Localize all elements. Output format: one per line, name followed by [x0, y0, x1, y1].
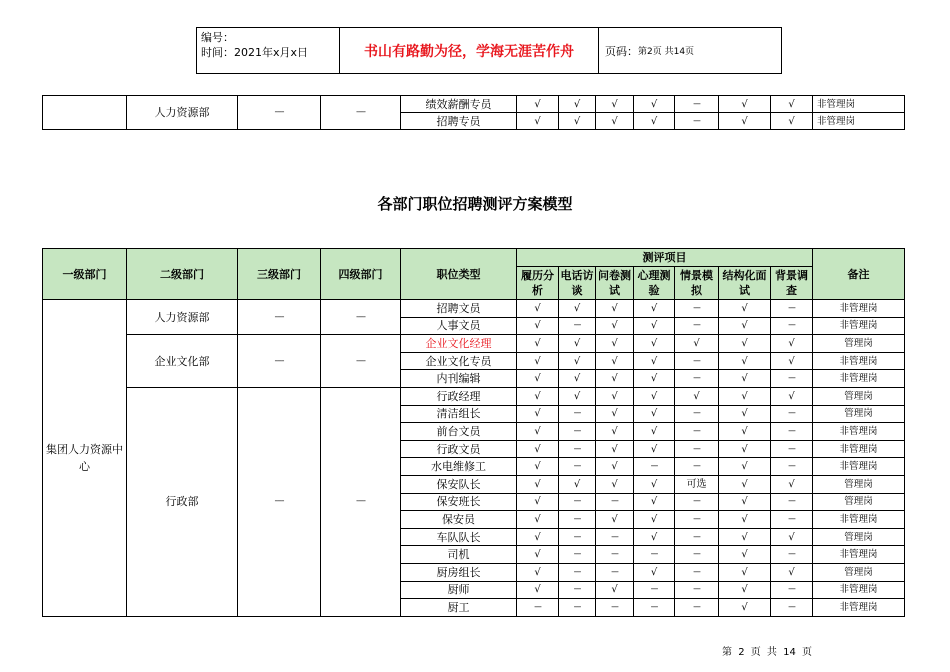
eval-cell: √	[719, 352, 771, 370]
eval-cell: √	[596, 370, 634, 388]
eval-cell: √	[634, 475, 675, 493]
eval-cell: ---	[675, 405, 719, 423]
eval-cell: √	[596, 581, 634, 599]
eval-cell: ---	[771, 511, 813, 529]
eval-cell: √	[517, 300, 559, 318]
header-lvl4: 四级部门	[321, 249, 401, 300]
table-row	[43, 387, 905, 405]
eval-cell: √	[719, 387, 771, 405]
eval-cell: ---	[675, 440, 719, 458]
eval-cell: √	[634, 96, 675, 113]
eval-cell: √	[634, 300, 675, 318]
eval-cell: ---	[675, 528, 719, 546]
eval-cell: ---	[559, 440, 596, 458]
note-cell: 管理岗	[813, 335, 905, 353]
note-cell: 非管理岗	[813, 370, 905, 388]
lvl1-cell: 集团人力资源中心	[43, 300, 127, 617]
eval-cell: ---	[559, 546, 596, 564]
note-cell: 非管理岗	[813, 599, 905, 617]
position-cell: 保安队长	[401, 475, 517, 493]
eval-cell: √	[517, 96, 559, 113]
eval-cell: √	[634, 317, 675, 335]
eval-cell: ---	[559, 493, 596, 511]
eval-cell: √	[719, 300, 771, 318]
eval-cell: √	[559, 475, 596, 493]
header-eval-4: 情景模拟	[675, 267, 719, 300]
eval-cell: √	[719, 511, 771, 529]
eval-cell: ---	[559, 581, 596, 599]
eval-cell: ---	[675, 423, 719, 441]
lvl4-cell: ----	[321, 387, 401, 616]
eval-cell: √	[634, 440, 675, 458]
eval-cell: ---	[675, 493, 719, 511]
eval-cell: √	[719, 335, 771, 353]
position-cell: 行政文员	[401, 440, 517, 458]
eval-cell: √	[559, 352, 596, 370]
eval-cell: √	[634, 335, 675, 353]
eval-cell: √	[719, 458, 771, 476]
motto: 书山有路勤为径，学海无涯苦作舟	[340, 28, 599, 73]
eval-cell: ---	[596, 546, 634, 564]
eval-cell: ---	[596, 528, 634, 546]
time-label: 时间：2021年x月x日	[201, 46, 309, 59]
eval-cell: ---	[675, 563, 719, 581]
eval-cell: ---	[771, 423, 813, 441]
position-cell: 行政经理	[401, 387, 517, 405]
eval-cell: √	[634, 423, 675, 441]
eval-cell: √	[517, 317, 559, 335]
eval-cell: √	[719, 599, 771, 617]
note-cell: 非管理岗	[813, 581, 905, 599]
eval-cell: √	[771, 528, 813, 546]
position-cell: 厨房组长	[401, 563, 517, 581]
eval-cell: ---	[675, 511, 719, 529]
note-cell: 非管理岗	[813, 458, 905, 476]
eval-cell: ---	[771, 599, 813, 617]
eval-cell: ---	[675, 317, 719, 335]
eval-cell: √	[596, 458, 634, 476]
eval-cell: √	[517, 423, 559, 441]
eval-cell: √	[517, 352, 559, 370]
lvl4-cell: ----	[321, 300, 401, 335]
eval-cell: ---	[596, 599, 634, 617]
eval-cell: √	[517, 563, 559, 581]
header-lvl2: 二级部门	[127, 249, 238, 300]
note-cell: 非管理岗	[813, 352, 905, 370]
eval-cell: ---	[517, 599, 559, 617]
position-cell: 人事文员	[401, 317, 517, 335]
lvl2-cell: 人力资源部	[127, 300, 238, 335]
eval-cell: √	[596, 387, 634, 405]
eval-cell: ---	[559, 563, 596, 581]
header-eval-3: 心理测验	[634, 267, 675, 300]
eval-cell: ---	[596, 563, 634, 581]
header-eval-1: 电话访谈	[559, 267, 596, 300]
eval-cell: ---	[634, 546, 675, 564]
note-cell: 非管理岗	[813, 423, 905, 441]
recruitment-evaluation-table	[42, 248, 905, 617]
note-cell: 管理岗	[813, 405, 905, 423]
eval-cell: √	[559, 335, 596, 353]
eval-cell: ---	[675, 458, 719, 476]
eval-cell: √	[559, 96, 596, 113]
eval-cell: ---	[559, 511, 596, 529]
page-indicator	[599, 28, 781, 73]
position-cell: 绩效薪酬专员	[401, 96, 517, 113]
position-cell: 保安员	[401, 511, 517, 529]
eval-cell: √	[596, 475, 634, 493]
eval-cell: √	[559, 113, 596, 130]
eval-cell: √	[517, 405, 559, 423]
eval-cell: ---	[559, 599, 596, 617]
eval-cell: √	[634, 405, 675, 423]
note-cell: 非管理岗	[813, 440, 905, 458]
eval-cell: √	[517, 335, 559, 353]
eval-cell: ---	[675, 599, 719, 617]
page-label: 页码：	[605, 44, 638, 58]
eval-cell: ---	[771, 440, 813, 458]
eval-cell: √	[559, 370, 596, 388]
eval-cell: √	[596, 352, 634, 370]
eval-cell: √	[517, 511, 559, 529]
lvl4-cell: ----	[321, 335, 401, 388]
eval-cell: ---	[675, 113, 719, 130]
eval-cell: ---	[771, 546, 813, 564]
serial-label: 编号：	[201, 31, 234, 44]
header-note: 备注	[813, 249, 905, 300]
eval-cell: √	[634, 528, 675, 546]
eval-cell: √	[517, 440, 559, 458]
eval-cell: √	[634, 352, 675, 370]
position-cell: 司机	[401, 546, 517, 564]
note-cell: 非管理岗	[813, 317, 905, 335]
lvl3-cell: ----	[238, 335, 321, 388]
eval-cell: √	[517, 113, 559, 130]
eval-cell: ---	[634, 458, 675, 476]
eval-cell: ---	[675, 581, 719, 599]
eval-cell: √	[719, 113, 771, 130]
eval-cell: √	[771, 335, 813, 353]
eval-cell: √	[771, 387, 813, 405]
position-cell: 前台文员	[401, 423, 517, 441]
position-cell: 车队队长	[401, 528, 517, 546]
eval-cell: ---	[675, 96, 719, 113]
eval-cell: ---	[559, 317, 596, 335]
eval-cell: √	[517, 493, 559, 511]
eval-cell: √	[517, 475, 559, 493]
eval-cell: √	[596, 96, 634, 113]
eval-cell: √	[596, 335, 634, 353]
eval-cell: ---	[596, 493, 634, 511]
eval-cell: ---	[559, 528, 596, 546]
eval-cell: √	[596, 440, 634, 458]
table-row	[43, 335, 905, 353]
eval-cell: √	[517, 458, 559, 476]
eval-cell: ---	[675, 352, 719, 370]
eval-cell: ---	[771, 317, 813, 335]
eval-cell: √	[634, 113, 675, 130]
position-cell: 厨工	[401, 599, 517, 617]
note-cell: 管理岗	[813, 387, 905, 405]
eval-cell: √	[634, 563, 675, 581]
document-header	[196, 27, 782, 74]
header-eval-5: 结构化面试	[719, 267, 771, 300]
note-cell: 管理岗	[813, 528, 905, 546]
header-lvl3: 三级部门	[238, 249, 321, 300]
eval-cell: √	[596, 405, 634, 423]
eval-cell: ---	[634, 581, 675, 599]
note-cell: 非管理岗	[813, 300, 905, 318]
eval-cell: √	[559, 387, 596, 405]
position-cell: 内刊编辑	[401, 370, 517, 388]
header-meta	[197, 28, 340, 73]
eval-cell: √	[596, 113, 634, 130]
table-row	[43, 300, 905, 318]
eval-cell: √	[719, 493, 771, 511]
eval-cell: √	[771, 475, 813, 493]
header-eval-2: 问卷测试	[596, 267, 634, 300]
note-cell: 管理岗	[813, 563, 905, 581]
eval-cell: √	[719, 405, 771, 423]
lvl2-cell: 行政部	[127, 387, 238, 616]
table-title: 各部门职位招聘测评方案模型	[377, 195, 573, 213]
eval-cell: ---	[675, 300, 719, 318]
header-eval-items: 测评项目	[517, 249, 813, 267]
eval-cell: ---	[559, 458, 596, 476]
header-lvl1: 一级部门	[43, 249, 127, 300]
note-cell: 非管理岗	[813, 96, 905, 113]
continued-table	[42, 95, 905, 130]
eval-cell: ---	[634, 599, 675, 617]
eval-cell: ---	[771, 300, 813, 318]
eval-cell: √	[719, 317, 771, 335]
dept2-cell: 人力资源部	[127, 96, 238, 130]
eval-cell: √	[517, 387, 559, 405]
eval-cell: ---	[559, 405, 596, 423]
lvl3-cell: ----	[238, 387, 321, 616]
position-cell: 企业文化经理	[401, 335, 517, 353]
position-cell: 厨师	[401, 581, 517, 599]
position-cell: 招聘文员	[401, 300, 517, 318]
eval-cell: √	[596, 511, 634, 529]
eval-cell: ---	[559, 423, 596, 441]
eval-cell: ---	[771, 493, 813, 511]
position-cell: 保安班长	[401, 493, 517, 511]
table-row	[43, 96, 905, 113]
position-cell: 企业文化专员	[401, 352, 517, 370]
eval-cell: ---	[771, 458, 813, 476]
dept3-cell: ----	[238, 96, 321, 130]
eval-cell: √	[719, 563, 771, 581]
eval-cell: ---	[771, 405, 813, 423]
eval-cell: √	[719, 440, 771, 458]
empty-cell	[43, 96, 127, 130]
eval-cell: √	[596, 423, 634, 441]
eval-cell: √	[517, 546, 559, 564]
eval-cell: √	[634, 511, 675, 529]
note-cell: 管理岗	[813, 475, 905, 493]
position-cell: 水电维修工	[401, 458, 517, 476]
note-cell: 非管理岗	[813, 546, 905, 564]
lvl3-cell: ----	[238, 300, 321, 335]
eval-cell: √	[719, 423, 771, 441]
header-position-type: 职位类型	[401, 249, 517, 300]
note-cell: 管理岗	[813, 493, 905, 511]
eval-cell: √	[771, 113, 813, 130]
eval-cell: √	[675, 335, 719, 353]
note-cell: 非管理岗	[813, 113, 905, 130]
eval-cell: ---	[771, 581, 813, 599]
dept4-cell: ----	[321, 96, 401, 130]
eval-cell: √	[517, 370, 559, 388]
eval-cell: √	[719, 96, 771, 113]
eval-cell: ---	[675, 370, 719, 388]
eval-cell: √	[634, 370, 675, 388]
eval-cell: √	[517, 581, 559, 599]
lvl2-cell: 企业文化部	[127, 335, 238, 388]
eval-cell: √	[675, 387, 719, 405]
position-cell: 招聘专员	[401, 113, 517, 130]
eval-cell: √	[719, 475, 771, 493]
eval-cell: √	[719, 546, 771, 564]
eval-cell: √	[596, 300, 634, 318]
eval-cell: √	[719, 528, 771, 546]
eval-cell: √	[596, 317, 634, 335]
eval-cell: √	[719, 581, 771, 599]
eval-cell: √	[559, 300, 596, 318]
eval-cell: ---	[771, 370, 813, 388]
eval-cell: ---	[675, 546, 719, 564]
header-eval-0: 履历分析	[517, 267, 559, 300]
position-cell: 清洁组长	[401, 405, 517, 423]
eval-cell: √	[517, 528, 559, 546]
page-footer: 第 2 页 共 14 页	[722, 647, 812, 658]
eval-cell: √	[771, 352, 813, 370]
eval-cell: √	[771, 96, 813, 113]
eval-cell: √	[634, 387, 675, 405]
eval-cell: √	[771, 563, 813, 581]
eval-cell: √	[634, 493, 675, 511]
header-eval-6: 背景调查	[771, 267, 813, 300]
eval-cell: √	[719, 370, 771, 388]
note-cell: 非管理岗	[813, 511, 905, 529]
page-detail: 第2页 共14页	[638, 47, 695, 57]
eval-cell: 可选	[675, 475, 719, 493]
